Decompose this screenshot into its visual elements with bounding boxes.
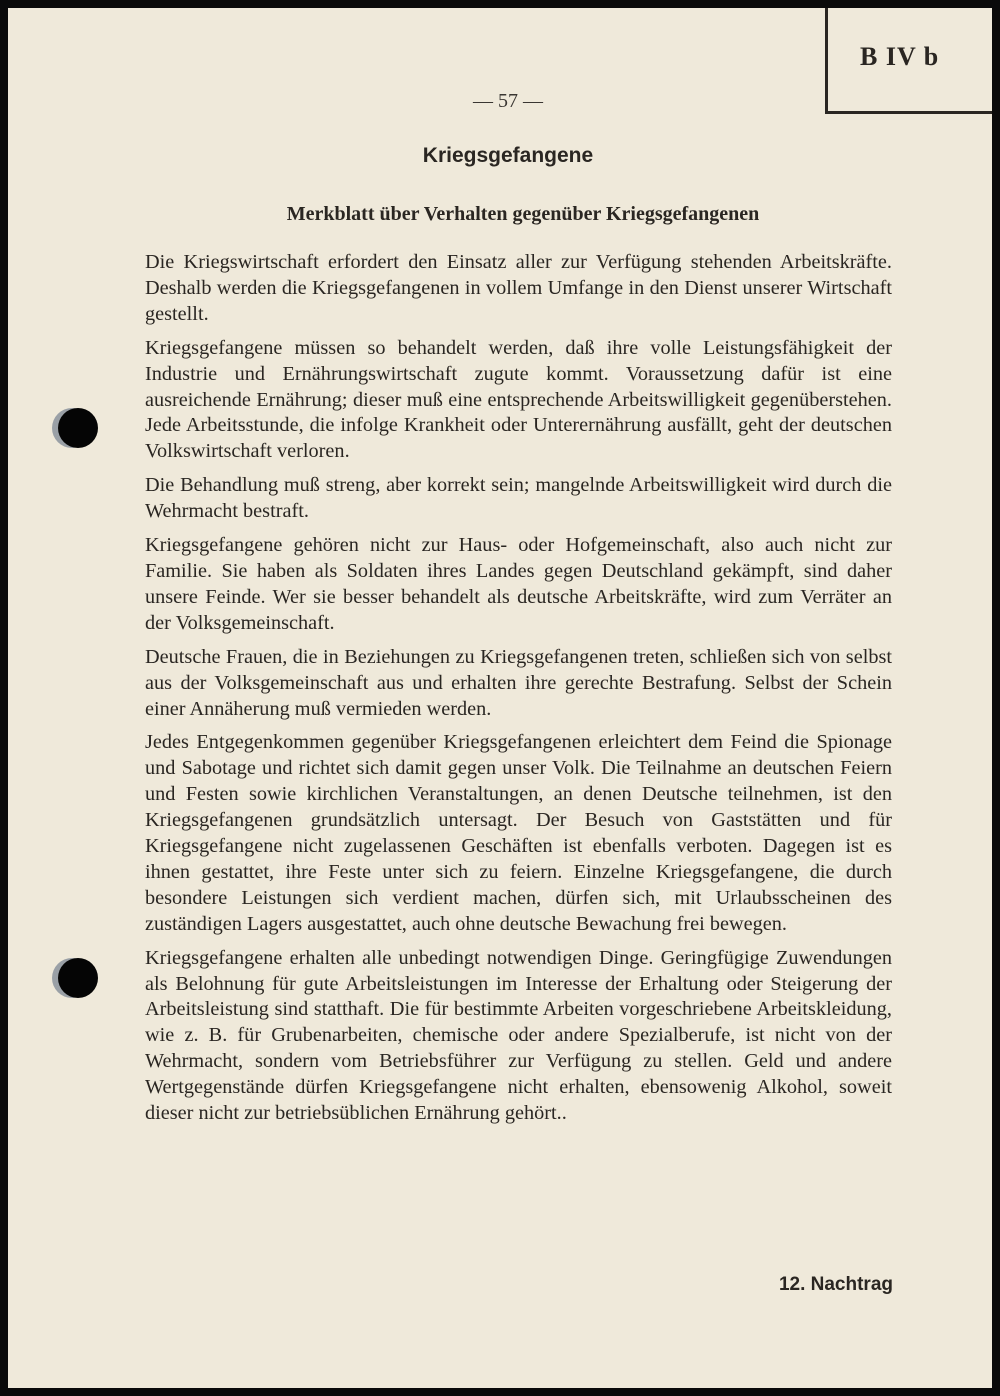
paragraph: Kriegsgefangene gehören nicht zur Haus- oder Hofgemeinschaft, also auch nicht zur Familie. Sie haben als Soldaten ihres Landes gegen Deutschland gekämpft, sind daher unsere Feinde. Wer sie besser behandelt als deutsche Arbeitskräfte, wird zum Verräter an der Volksgemeinschaft. (145, 534, 892, 634)
page-number: — 57 — (473, 90, 543, 112)
paragraph: Kriegsgefangene erhalten alle unbedingt notwendigen Dinge. Geringfügige Zuwendungen als Belohnung für gute Arbeitsleistungen im Interesse der Erhaltung oder Steigerung der Arbeitsleistung sind statthaft. Die für bestimmte Arbeiten vorgeschriebene Arbeitskleidung, wie z. B. für Grubenarbeiten, chemische oder andere Spezialberufe, ist nicht von der Wehrmacht, sondern vom Betriebsführer zur Verfügung zu stellen. Geld und andere Wertgegenstände dürfen Kriegsgefangene nicht erhalten, ebensowenig Alkohol, soweit dieser nicht zur betriebsüblichen Ernährung gehört.. (145, 946, 892, 1125)
page-subtitle: Merkblatt über Verhalten gegenüber Kriegsgefangenen (286, 203, 760, 225)
page-title: Kriegsgefangene (422, 144, 594, 167)
paragraph: Die Kriegswirtschaft erfordert den Einsatz aller zur Verfügung stehenden Arbeitskräfte. Deshalb werden die Kriegsgefangenen in vollem Umfange in den Dienst unserer Wirtschaft gestellt. (145, 251, 892, 325)
paragraph: Jedes Entgegenkommen gegenüber Kriegsgefangenen erleichtert dem Feind die Spionage und Sabotage und richtet sich damit gegen unser Volk. Die Teilnahme an deutschen Feiern und Festen sowie kirchlichen Veranstaltungen, an denen Deutsche teilnehmen, ist den Kriegsgefangenen grundsätzlich untersagt. Der Besuch von Gaststätten und für Kriegsgefangene nicht zugelassenen Geschäften ist ebenfalls verboten. Dagegen ist es ihnen gestattet, ihre Feste unter sich zu feiern. Einzelne Kriegsgefangene, die durch besondere Leistungen sich verdient machen, dürfen sich, mit Urlaubsscheinen des zuständigen Lagers ausgestattet, auch ohne deutsche Bewachung frei bewegen. (145, 731, 892, 935)
section-code: B IV b (860, 42, 940, 71)
punch-hole-top (58, 408, 98, 448)
document-body (145, 250, 892, 1135)
supplement-note: 12. Nachtrag (778, 1274, 893, 1295)
punch-hole-bottom (58, 958, 98, 998)
paragraph: Kriegsgefangene müssen so behandelt werden, daß ihre volle Leistungsfähigkeit der Industrie und Ernährungswirtschaft zugute kommt. Voraussetzung dafür ist eine ausreichende Ernährung; dieser muß eine entsprechende Arbeitswilligkeit gegenüberstehen. Jede Arbeitsstunde, die infolge Krankheit oder Unterernährung ausfällt, geht der deutschen Volkswirtschaft verloren. (145, 336, 892, 463)
paragraph: Die Behandlung muß streng, aber korrekt sein; mangelnde Arbeitswilligkeit wird durch die Wehrmacht bestraft. (145, 474, 892, 523)
document-page (8, 8, 992, 1388)
paragraph: Deutsche Frauen, die in Beziehungen zu Kriegsgefangenen treten, schließen sich von selbst aus der Volksgemeinschaft aus und erhalten ihre gerechte Bestrafung. Selbst der Schein einer Annäherung muß vermieden werden. (145, 645, 892, 720)
